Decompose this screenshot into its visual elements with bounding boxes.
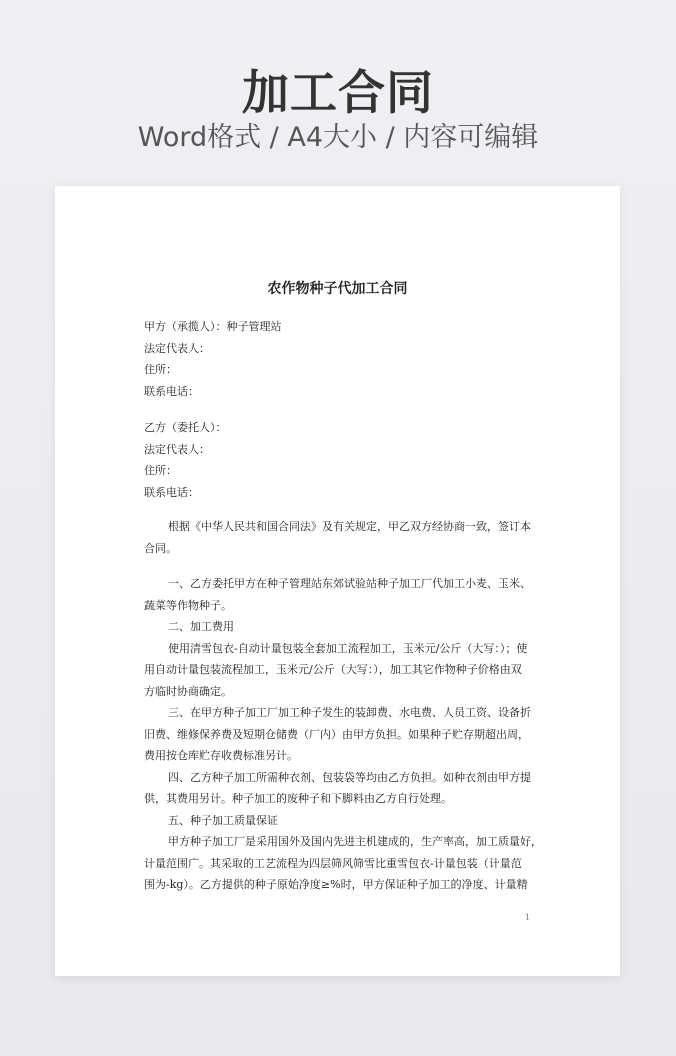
clause-5-line: 甲方种子加工厂是采用国外及国内先进主机建成的，生产率高，加工质量好， <box>168 835 542 848</box>
intro-paragraph <box>144 516 532 559</box>
party-b-phone: 联系电话： <box>144 485 199 499</box>
clause-4-line: 四、乙方种子加工所需种衣剂、包装袋等均由乙方负担。如种衣剂由甲方提 <box>168 770 531 784</box>
clause-3-line: 三、在甲方种子加工厂加工种子发生的装卸费、水电费、人员工资、设备折 <box>168 706 531 719</box>
clause-1-line: 一、乙方委托甲方在种子管理站东郊试验站种子加工厂代加工小麦、玉米、 <box>168 577 531 590</box>
document-title: 农作物种子代加工合同 <box>267 281 408 297</box>
page-subtitle: Word格式 / A4大小 / 内容可编辑 <box>137 122 539 153</box>
page-title: 加工合同 <box>242 66 434 121</box>
party-b-name: 乙方（委托人）： <box>144 421 227 434</box>
party-a-phone: 联系电话： <box>144 384 199 398</box>
clause-3-line: 旧费、维修保养费及短期仓储费（厂内）由甲方负担。如果种子贮存期超出周， <box>144 727 529 741</box>
party-b-block <box>144 417 534 503</box>
clause-5-heading: 五、种子加工质量保证 <box>168 813 278 827</box>
party-a-block <box>144 316 534 402</box>
party-b-address: 住所： <box>144 464 177 477</box>
intro-line: 根据《中华人民共和国合同法》及有关规定，甲乙双方经协商一致，签订本 <box>168 520 531 533</box>
party-a-name: 甲方（承揽人）：种子管理站 <box>144 320 282 333</box>
clause-2-line: 用自动计量包装流程加工，玉米元/公斤（大写：），加工其它作物种子价格由双 <box>144 663 522 676</box>
clause-1 <box>144 573 542 896</box>
clause-2-line: 方临时协商确定。 <box>144 684 232 698</box>
clause-4-line: 供，其费用另计。种子加工的废种子和下脚料由乙方自行处理。 <box>144 792 452 805</box>
clause-2-heading: 二、加工费用 <box>168 620 234 633</box>
party-a-representative: 法定代表人： <box>144 341 210 355</box>
page-number: 1 <box>525 913 531 922</box>
clause-2-line: 使用清雪包衣-自动计量包装全套加工流程加工，玉米元/公斤（大写：）；使 <box>168 641 528 655</box>
clause-5-line: 计量范围广。其采取的工艺流程为四层筛风筛雪比重雪包衣-计量包装（计量范 <box>144 856 522 870</box>
party-a-address: 住所： <box>144 363 177 376</box>
intro-line: 合同。 <box>144 541 177 555</box>
clause-5-line: 围为-kg）。乙方提供的种子原始净度≥%时，甲方保证种子加工的净度、计量精 <box>144 878 528 891</box>
document-page <box>55 186 620 976</box>
clause-3-line: 费用按仓库贮存收费标准另计。 <box>144 749 298 762</box>
clause-1-line: 蔬菜等作物种子。 <box>144 598 232 612</box>
party-b-representative: 法定代表人： <box>144 442 210 456</box>
